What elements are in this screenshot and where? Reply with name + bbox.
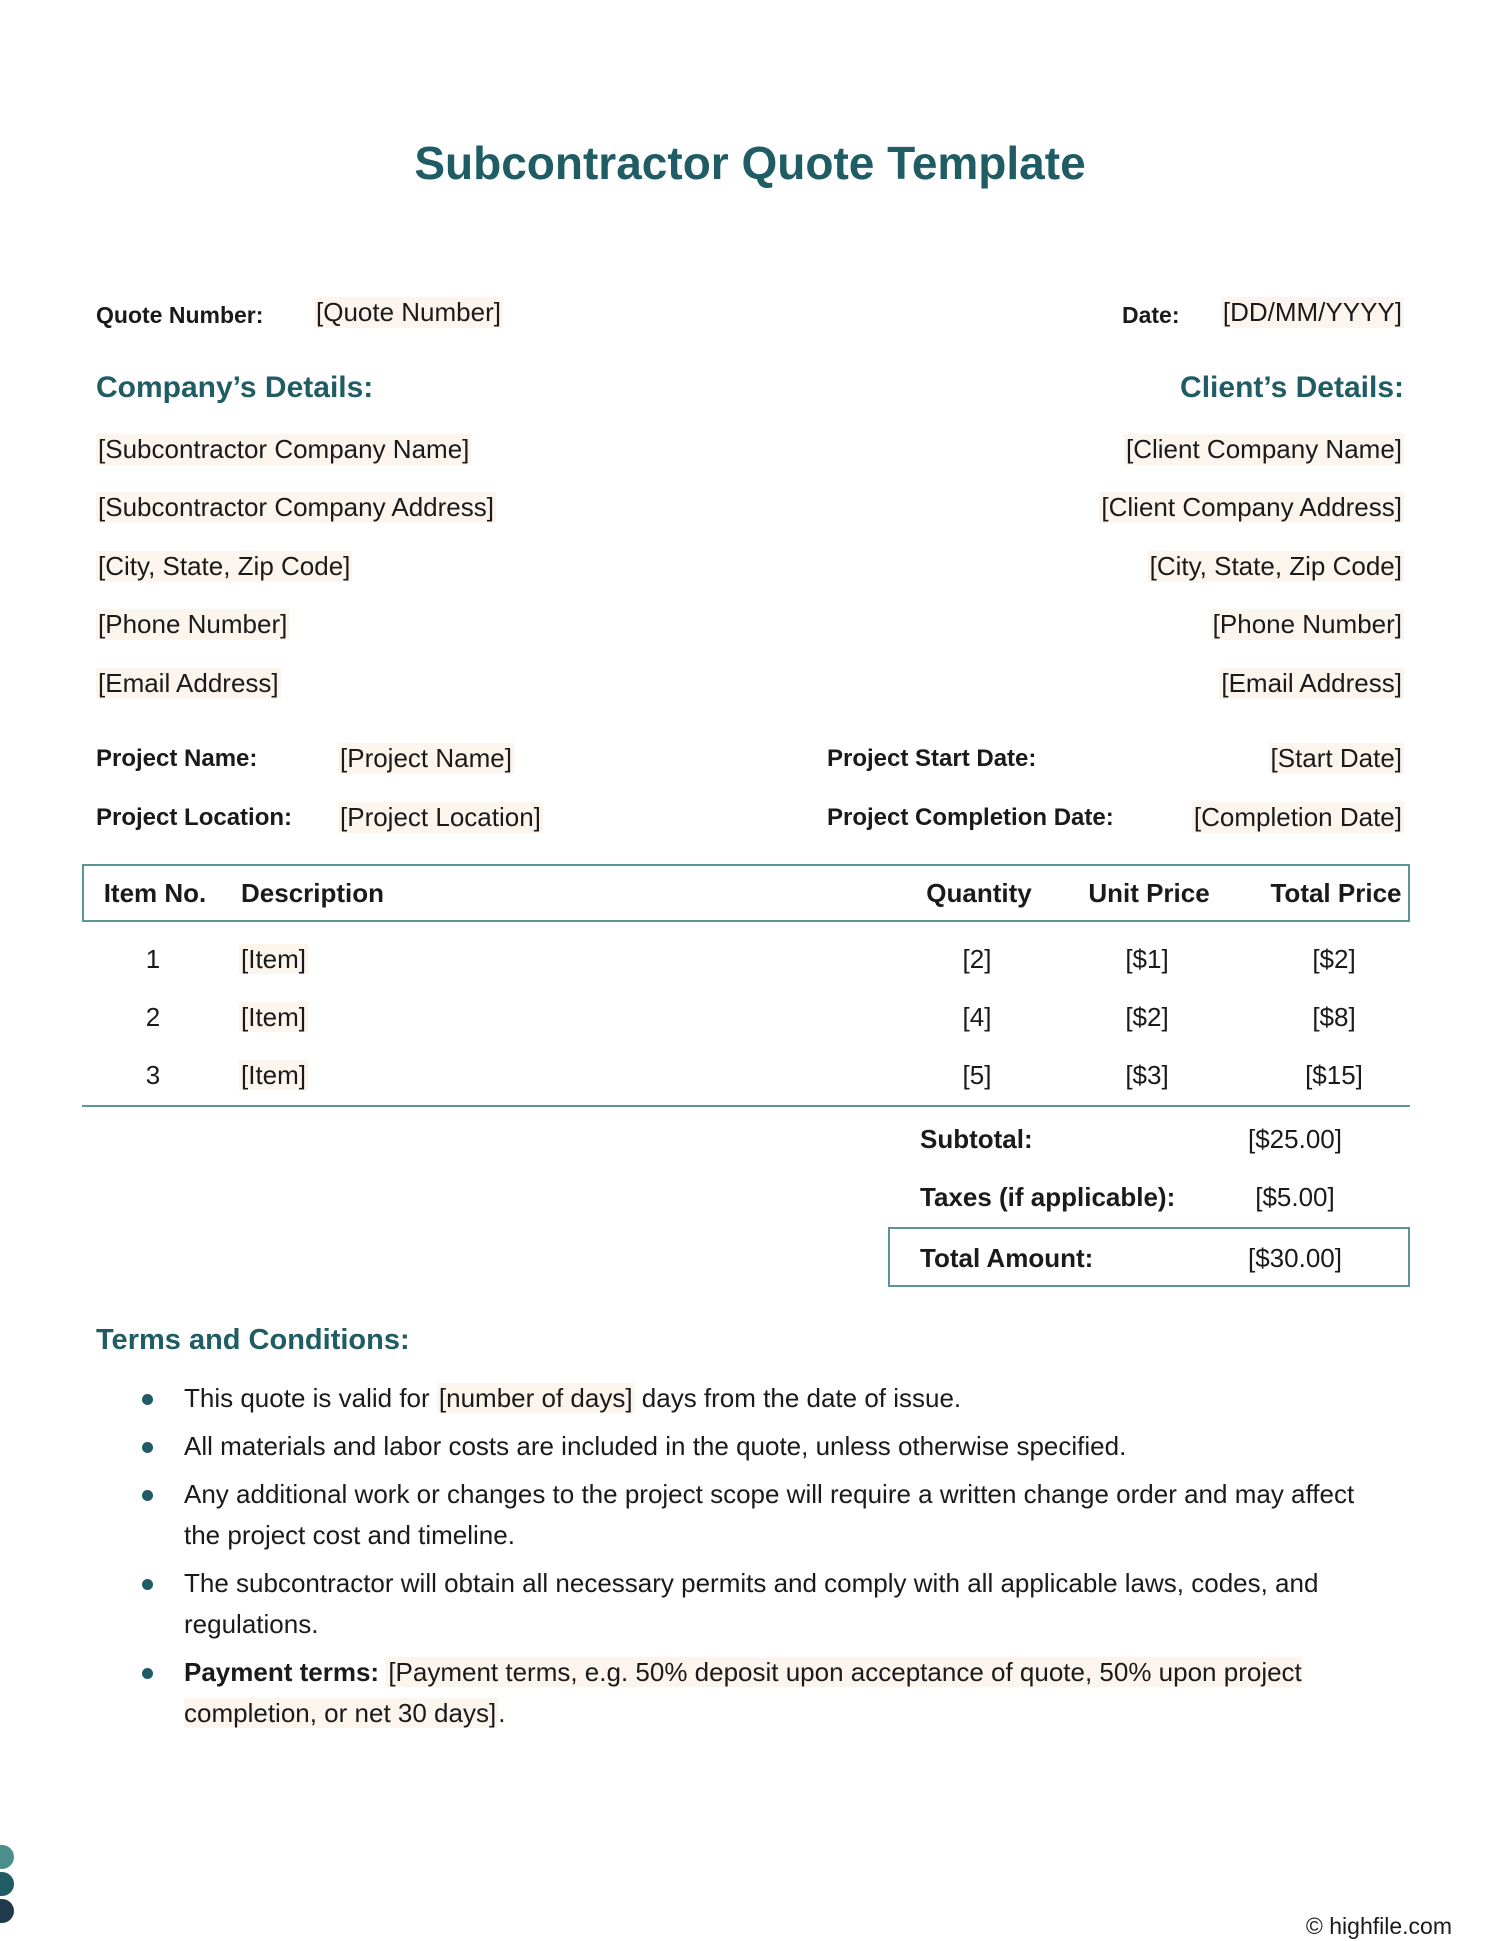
header-total-price: Total Price bbox=[1270, 878, 1402, 908]
project-location-label: Project Location: bbox=[96, 804, 293, 831]
project-name-value: [Project Name] bbox=[340, 743, 512, 773]
terms-heading: Terms and Conditions: bbox=[96, 1324, 410, 1356]
term-text: This quote is valid for bbox=[184, 1383, 437, 1413]
company-email: [Email Address] bbox=[98, 668, 279, 698]
client-phone: [Phone Number] bbox=[1212, 609, 1402, 639]
list-item bbox=[138, 1652, 1378, 1734]
table-row bbox=[82, 988, 1410, 1046]
subtotal-value: [$25.00] bbox=[1248, 1124, 1342, 1154]
client-address: [Client Company Address] bbox=[1101, 492, 1402, 522]
quote-number-label: Quote Number: bbox=[96, 302, 264, 328]
client-name: [Client Company Name] bbox=[1126, 434, 1402, 464]
subtotal-row bbox=[888, 1110, 1410, 1168]
header-item-no: Item No. bbox=[103, 878, 207, 908]
list-item bbox=[138, 1426, 1378, 1467]
term-text: . bbox=[498, 1698, 506, 1728]
item-unit-price: [$2] bbox=[1125, 1002, 1169, 1032]
company-city: [City, State, Zip Code] bbox=[98, 551, 351, 581]
company-name: [Subcontractor Company Name] bbox=[98, 434, 470, 464]
item-description: [Item] bbox=[241, 944, 307, 974]
bullet-icon bbox=[142, 1394, 153, 1405]
total-amount-label: Total Amount: bbox=[920, 1243, 1094, 1273]
term-text: The subcontractor will obtain all necessary permits and comply with all applicable laws, codes, and regulations. bbox=[184, 1568, 1319, 1639]
taxes-row bbox=[888, 1168, 1410, 1226]
header-description: Description bbox=[241, 878, 385, 908]
quote-number-value: [Quote Number] bbox=[316, 297, 501, 327]
bullet-icon bbox=[142, 1442, 153, 1453]
item-no: 1 bbox=[145, 944, 161, 974]
total-amount-box bbox=[888, 1227, 1410, 1287]
term-field: [number of days] bbox=[438, 1383, 633, 1413]
bullet-icon bbox=[142, 1579, 153, 1590]
page-title: Subcontractor Quote Template bbox=[414, 137, 1086, 189]
items-table-header bbox=[82, 864, 1410, 922]
term-text: All materials and labor costs are included in the quote, unless otherwise specified. bbox=[184, 1431, 1127, 1461]
project-location-value: [Project Location] bbox=[340, 802, 541, 832]
total-amount-value: [$30.00] bbox=[1248, 1243, 1342, 1273]
term-text: days from the date of issue. bbox=[634, 1383, 962, 1413]
brand-dots-icon bbox=[0, 1845, 20, 1925]
table-row bbox=[82, 1046, 1410, 1104]
item-total-price: [$2] bbox=[1312, 944, 1356, 974]
list-item bbox=[138, 1378, 1378, 1419]
taxes-value: [$5.00] bbox=[1255, 1182, 1335, 1212]
item-description: [Item] bbox=[241, 1002, 307, 1032]
item-description: [Item] bbox=[241, 1060, 307, 1090]
date-value: [DD/MM/YYYY] bbox=[1222, 297, 1402, 327]
item-quantity: [4] bbox=[962, 1002, 992, 1032]
header-unit-price: Unit Price bbox=[1088, 878, 1210, 908]
list-item bbox=[138, 1474, 1378, 1556]
item-quantity: [5] bbox=[962, 1060, 992, 1090]
company-address: [Subcontractor Company Address] bbox=[98, 492, 494, 522]
project-completion-value: [Completion Date] bbox=[1193, 802, 1402, 832]
client-email: [Email Address] bbox=[1221, 668, 1402, 698]
company-phone: [Phone Number] bbox=[98, 609, 288, 639]
item-total-price: [$8] bbox=[1312, 1002, 1356, 1032]
term-text: Any additional work or changes to the project scope will require a written change order and may affect the project cost and timeline. bbox=[184, 1479, 1355, 1550]
taxes-label: Taxes (if applicable): bbox=[920, 1182, 1176, 1212]
footer-copyright: © highfile.com bbox=[1305, 1913, 1452, 1939]
client-details-heading: Client’s Details: bbox=[1180, 371, 1404, 404]
item-no: 2 bbox=[145, 1002, 161, 1032]
project-name-label: Project Name: bbox=[96, 745, 258, 772]
item-no: 3 bbox=[145, 1060, 161, 1090]
term-field: [Payment terms, e.g. 50% deposit upon acceptance of quote, 50% upon project completion, or net 30 days] bbox=[184, 1657, 1302, 1728]
table-bottom-rule bbox=[82, 1105, 1410, 1107]
header-quantity: Quantity bbox=[926, 878, 1032, 908]
project-completion-label: Project Completion Date: bbox=[827, 804, 1114, 831]
item-unit-price: [$3] bbox=[1125, 1060, 1169, 1090]
term-label: Payment terms: bbox=[184, 1657, 380, 1687]
date-label: Date: bbox=[1122, 302, 1180, 328]
list-item bbox=[138, 1563, 1378, 1645]
subtotal-label: Subtotal: bbox=[920, 1124, 1033, 1154]
terms-list bbox=[138, 1378, 1378, 1741]
table-row bbox=[82, 930, 1410, 988]
bullet-icon bbox=[142, 1668, 153, 1679]
client-city: [City, State, Zip Code] bbox=[1149, 551, 1402, 581]
bullet-icon bbox=[142, 1490, 153, 1501]
item-quantity: [2] bbox=[962, 944, 992, 974]
project-start-label: Project Start Date: bbox=[827, 745, 1037, 772]
project-start-value: [Start Date] bbox=[1270, 743, 1402, 773]
item-total-price: [$15] bbox=[1305, 1060, 1363, 1090]
item-unit-price: [$1] bbox=[1125, 944, 1169, 974]
company-details-heading: Company’s Details: bbox=[96, 371, 374, 404]
